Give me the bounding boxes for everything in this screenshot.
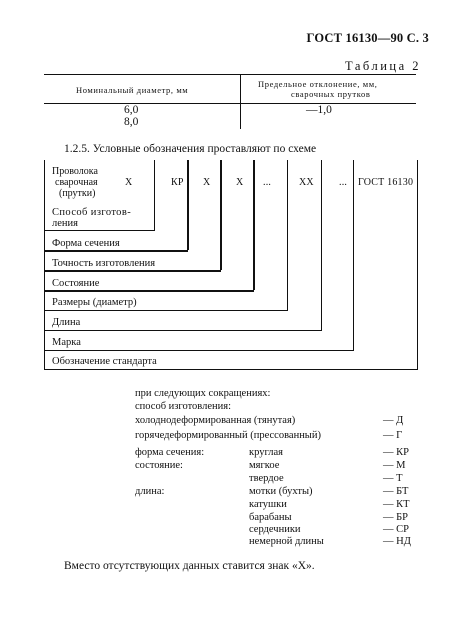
- scheme-code-section: КР: [171, 177, 184, 188]
- scheme-outer-line: [44, 160, 45, 370]
- scheme-row-precision: Точность изготовления: [52, 258, 156, 269]
- scheme-connector-precision: [220, 160, 222, 270]
- scheme-row-line-4: [44, 290, 254, 292]
- scheme-code-precision: Х: [203, 177, 211, 188]
- abbrev-group-value: сердечники: [249, 524, 301, 535]
- page-header: ГОСТ 16130—90 С. 3: [306, 31, 429, 45]
- scheme-row-size: Размеры (диаметр): [52, 297, 137, 308]
- scheme-row-section: Форма сечения: [52, 238, 120, 249]
- abbrev-code: — КР: [383, 447, 409, 458]
- abbrev-code: — КТ: [383, 499, 410, 510]
- scheme-row-method-line2: ления: [52, 218, 78, 229]
- abbrev-group-value: барабаны: [249, 512, 292, 523]
- scheme-row-line-2: [44, 250, 188, 252]
- scheme-code-method: Х: [125, 177, 133, 188]
- abbrev-group-value: мотки (бухты): [249, 486, 313, 497]
- col-header-deviation-line2: сварочных прутков: [291, 89, 371, 99]
- abbrev-code: — БР: [383, 512, 408, 523]
- scheme-connector-standard: [417, 160, 418, 370]
- abbrev-code: — БТ: [383, 486, 409, 497]
- abbrev-group-value: мягкое: [249, 460, 280, 471]
- scheme-connector-method: [154, 160, 155, 230]
- abbrev-group-name: длина:: [135, 486, 165, 497]
- scheme-connector-grade: [353, 160, 354, 350]
- col-header-deviation-line1: Предельное отклонение, мм,: [258, 79, 378, 89]
- scheme-product-line2: сварочная: [55, 177, 98, 188]
- abbrev-group-value: твердое: [249, 473, 284, 484]
- abbrev-group-value: круглая: [249, 447, 283, 458]
- scheme-code-dots-1: ...: [263, 177, 272, 188]
- scheme-product-line1: Проволока: [52, 166, 98, 177]
- abbrev-code: — НД: [383, 536, 411, 547]
- scheme-row-method-line1: Способ изготов-: [52, 207, 132, 218]
- abbrev-group-value: катушки: [249, 499, 287, 510]
- scheme-row-line-6: [44, 330, 322, 331]
- abbrev-code: — Г: [383, 430, 403, 441]
- scheme-code-standard: ГОСТ 16130: [358, 177, 414, 188]
- abbrev-code: — Д: [383, 415, 404, 426]
- scheme-row-state: Состояние: [52, 278, 100, 289]
- col-header-diameter: Номинальный диаметр, мм: [76, 85, 189, 95]
- abbrev-code: — СР: [383, 524, 409, 535]
- abbrev-group-value: немерной длины: [249, 536, 324, 547]
- scheme-code-dots-2: ...: [339, 177, 348, 188]
- abbrev-group-name: форма сечения:: [135, 447, 205, 458]
- table-column-divider: [240, 74, 241, 129]
- section-heading: 1.2.5. Условные обозначения проставляют по схеме: [64, 143, 317, 155]
- table-cell-diameter-2: 8,0: [124, 116, 139, 128]
- scheme-connector-length: [321, 160, 322, 330]
- table-cell-diameter-1: 6,0: [124, 104, 139, 116]
- scheme-connector-section: [187, 160, 189, 250]
- scheme-row-line-7: [44, 350, 354, 351]
- abbrev-code: — М: [383, 460, 406, 471]
- table-header-rule: [44, 103, 416, 104]
- scheme-row-line-5: [44, 310, 288, 311]
- scheme-product-line3: (прутки): [59, 188, 96, 199]
- scheme-row-line-1: [44, 230, 155, 231]
- scheme-row-length: Длина: [52, 317, 81, 328]
- scheme-row-standard: Обозначение стандарта: [52, 356, 157, 367]
- table-caption: Таблица 2: [345, 59, 421, 73]
- scheme-code-length: ХХ: [299, 177, 314, 188]
- table-cell-deviation: —1,0: [306, 104, 332, 116]
- scheme-row-line-3: [44, 270, 221, 272]
- abbrev-group-name: состояние:: [135, 460, 183, 471]
- scheme-row-grade: Марка: [52, 337, 81, 348]
- scheme-code-state: Х: [236, 177, 244, 188]
- scheme-connector-size: [287, 160, 288, 310]
- abbrev-intro: при следующих сокращениях:: [135, 388, 271, 399]
- footer-note: Вместо отсутствующих данных ставится знак «Х».: [64, 560, 315, 572]
- abbrev-code: — Т: [383, 473, 403, 484]
- table-top-rule: [44, 74, 416, 75]
- abbrev-method-hot: горячедеформированный (прессованный): [135, 430, 321, 441]
- abbrev-method-title: способ изготовления:: [135, 401, 231, 412]
- scheme-connector-state: [253, 160, 255, 290]
- abbrev-method-cold: холоднодеформированная (тянутая): [135, 415, 296, 426]
- scheme-row-line-8: [44, 369, 418, 370]
